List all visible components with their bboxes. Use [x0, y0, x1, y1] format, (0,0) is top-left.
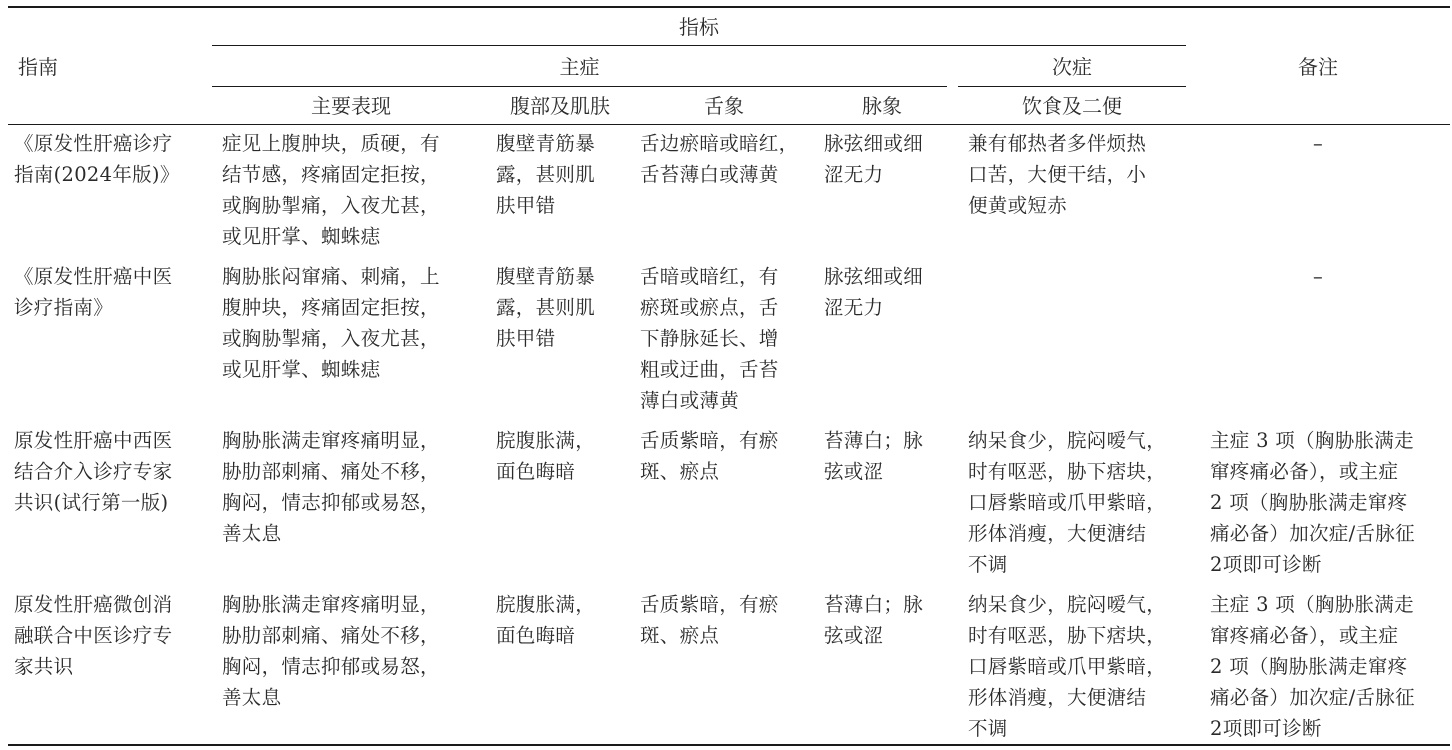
table-row-3-guide: 原发性肝癌中西医 结合介入诊疗专家 共识(试行第一版): [14, 429, 173, 514]
header-col-pulse: 脉象: [862, 94, 902, 118]
header-col-diet: 饮食及二便: [1022, 94, 1122, 118]
table-row-1-main: 症见上腹肿块，质硬，有 结节感，疼痛固定拒按， 或胸胁掣痛，入夜尤甚， 或见肝掌、蜘蛛痣: [222, 132, 440, 248]
table-row-1-pulse: 脉弦细或细 涩无力: [824, 132, 924, 186]
table-top-rule: [8, 6, 1450, 8]
header-guide: 指南: [18, 55, 58, 79]
table-row-3-tongue: 舌质紫暗，有瘀 斑、瘀点: [640, 429, 779, 483]
header-remarks: 备注: [1298, 55, 1338, 79]
table-row-3-pulse: 苔薄白；脉 弦或涩: [824, 429, 924, 483]
table-row-2-abdomen: 腹壁青筋暴 露，甚则肌 肤甲错: [496, 265, 596, 350]
header-col-main-manifestation: 主要表现: [311, 94, 391, 118]
header-col-abdomen-skin: 腹部及肌肤: [510, 94, 610, 118]
table-row-2-guide: 《原发性肝癌中医 诊疗指南》: [14, 265, 173, 319]
table-row-2-tongue: 舌暗或暗红，有 瘀斑或瘀点，舌 下静脉延长、增 粗或迂曲，舌苔 薄白或薄黄: [640, 265, 779, 412]
table-row-4-tongue: 舌质紫暗，有瘀 斑、瘀点: [640, 593, 779, 647]
header-col-tongue: 舌象: [704, 94, 744, 118]
table-row-3-remark: 主症 3 项（胸胁胀满走 窜疼痛必备），或主症 2 项（胸胁胀满走窜疼 痛必备）加次症/舌脉征 2项即可诊断: [1210, 429, 1415, 576]
secondary-symptom-underline: [958, 86, 1186, 87]
table-row-3-diet: 纳呆食少，脘闷嗳气， 时有呕恶，胁下痞块， 口唇紫暗或爪甲紫暗， 形体消瘦，大便溏结 不调: [968, 429, 1167, 576]
table-row-4-diet: 纳呆食少，脘闷嗳气， 时有呕恶，胁下痞块， 口唇紫暗或爪甲紫暗， 形体消瘦，大便溏结 不调: [968, 593, 1167, 740]
table-row-2-pulse: 脉弦细或细 涩无力: [824, 265, 924, 319]
header-indicators: 指标: [679, 15, 719, 39]
header-main-symptoms: 主症: [559, 55, 600, 79]
table-row-4-pulse: 苔薄白；脉 弦或涩: [824, 593, 924, 647]
table-row-2-main: 胸胁胀闷窜痛、刺痛，上 腹肿块，疼痛固定拒按， 或胸胁掣痛，入夜尤甚， 或见肝掌、蜘蛛痣: [222, 265, 440, 381]
table-row-1-diet: 兼有郁热者多伴烦热 口苦，大便干结，小 便黄或短赤: [968, 132, 1147, 217]
table-row-1-abdomen: 腹壁青筋暴 露，甚则肌 肤甲错: [496, 132, 596, 217]
indicator-underline: [212, 45, 1186, 46]
table-row-4-guide: 原发性肝癌微创消 融联合中医诊疗专 家共识: [14, 593, 173, 678]
table-row-3-main: 胸胁胀满走窜疼痛明显， 胁肋部刺痛、痛处不移， 胸闷，情志抑郁或易怒， 善太息: [222, 429, 440, 545]
table-row-4-abdomen: 脘腹胀满， 面色晦暗: [496, 593, 596, 647]
table-row-1-tongue: 舌边瘀暗或暗红， 舌苔薄白或薄黄: [640, 132, 799, 186]
main-symptom-underline: [212, 86, 947, 87]
table-row-2-remark: –: [1312, 265, 1324, 288]
table-row-4-remark: 主症 3 项（胸胁胀满走 窜疼痛必备），或主症 2 项（胸胁胀满走窜疼 痛必备）加次症/舌脉征 2项即可诊断: [1210, 593, 1415, 740]
table-row-3-abdomen: 脘腹胀满， 面色晦暗: [496, 429, 596, 483]
table-bottom-rule: [8, 744, 1450, 746]
table-row-1-guide: 《原发性肝癌诊疗 指南(2024年版)》: [14, 132, 180, 186]
header-secondary-symptoms: 次症: [1052, 55, 1092, 79]
table-row-1-remark: –: [1312, 132, 1324, 155]
table-row-4-main: 胸胁胀满走窜疼痛明显， 胁肋部刺痛、痛处不移， 胸闷，情志抑郁或易怒， 善太息: [222, 593, 440, 709]
header-bottom-rule: [8, 124, 1450, 125]
